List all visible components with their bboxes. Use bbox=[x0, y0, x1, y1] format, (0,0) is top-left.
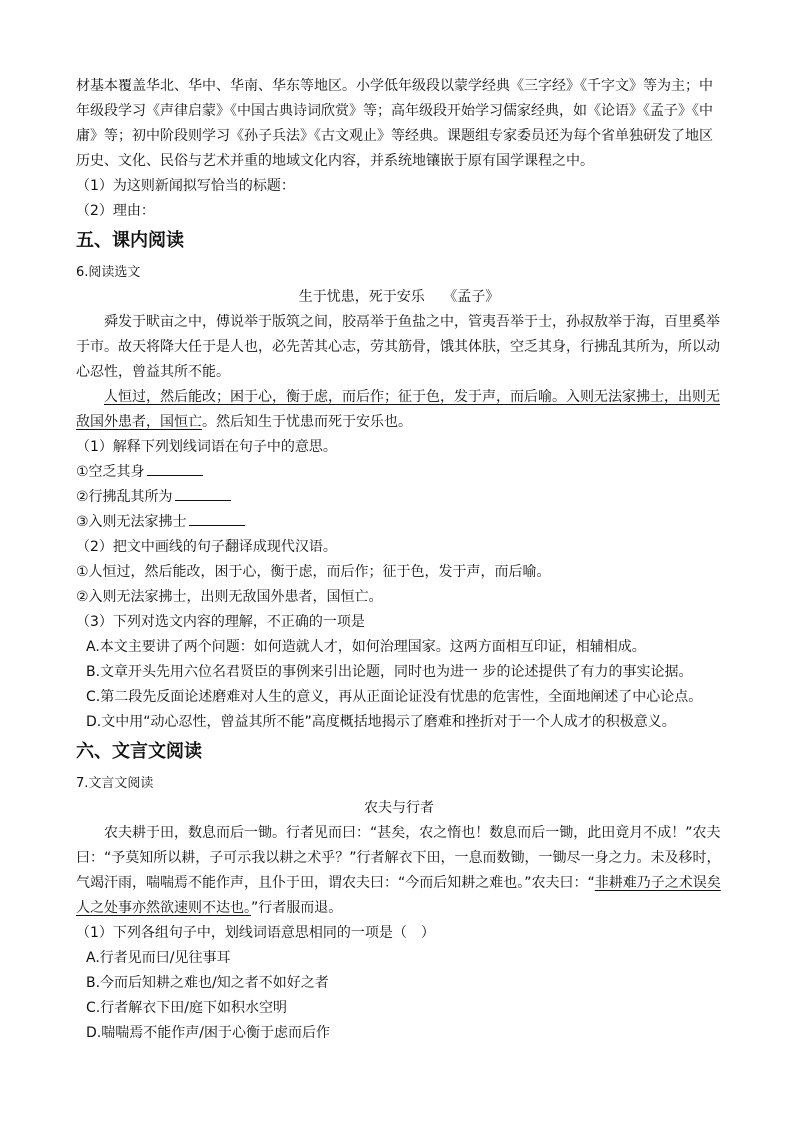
answer-blank[interactable] bbox=[147, 461, 203, 476]
q6-sub-question-3: （3）下列对选文内容的理解，不正确的一项是 bbox=[76, 614, 365, 630]
section-heading-6: 六、文言文阅读 bbox=[76, 741, 202, 762]
q7-1-option-b: B.今而后知耕之难也/知之者不如好之者 bbox=[86, 975, 329, 991]
underlined-sentence-2: 入则无法家拂士，出则无敌国外患者，国恒亡 bbox=[76, 389, 720, 430]
q7-1-option-d: D.喘喘焉不能作声/困于心衡于虑而后作 bbox=[86, 1025, 330, 1041]
paragraph-2-tail: 。然后知生于忧患而死于安乐也。 bbox=[202, 414, 412, 430]
passage-title-mengzi: 生于忧患，死于安乐 《孟子》 bbox=[298, 289, 500, 305]
intro-paragraph: 材基本覆盖华北、华中、华南、华东等地区。小学低年级段以蒙学经典《三字经》《千字文》等为主；中年级段学习《声律启蒙》《中国古典诗词欣赏》等；高年级段开始学习儒家经典，如《论语》《孟子》《中庸》等；初中阶段则学习《孙子兵法》《古文观止》等经典。课题组专家委员还为每个省单独研发了地区历史、文化、民俗与艺术并重的地域文化内容，并系统地镶嵌于原有国学课程之中。 bbox=[76, 78, 713, 169]
q6-sub-question-1: （1）解释下列划线词语在句子中的意思。 bbox=[76, 439, 337, 455]
underlined-sentence-1: 人恒过，然后能改；困于心，衡于虑，而后作；征于色，发于声，而后喻。 bbox=[104, 389, 566, 405]
q7-1-option-c: C.行者解衣下田/庭下如积水空明 bbox=[86, 1000, 287, 1016]
q7-1-option-a: A.行者见而曰/见往事耳 bbox=[86, 950, 231, 966]
q6-3-option-b: B.文章开头先用六位名君贤臣的事例来引出论题，同时也为进一 步的论述提供了有力的事实论据。 bbox=[86, 664, 693, 680]
intro-question-1: （1）为这则新闻拟写恰当的标题： bbox=[76, 178, 295, 194]
intro-question-2: （2）理由： bbox=[76, 203, 155, 219]
question-6-label: 6.阅读选文 bbox=[76, 265, 141, 280]
q6-1-item-1: ①空乏其身 bbox=[76, 460, 722, 485]
q6-1-item-3: ③入则无法家拂士 bbox=[76, 510, 722, 535]
farmer-passage: 农夫耕于田，数息而后一锄。行者见而曰：“甚矣，农之惰也！数息而后一锄，此田竟月不成！”农夫曰：“予莫知所以耕，子可示我以耕之术乎？”行者解衣下田，一息而数锄，一锄尽一身之力。未及移时，气竭汗雨，喘喘焉不能作声，且仆于田，谓农夫曰：“今而后知耕之难也。”农夫曰：“非耕难乃子之术误矣人之处事亦然欲速则不达也。”行者服而退。 bbox=[76, 825, 721, 916]
passage-paragraph-2 bbox=[76, 385, 722, 435]
answer-blank[interactable] bbox=[175, 486, 231, 501]
q6-1-item-2: ②行拂乱其所为 bbox=[76, 485, 722, 510]
question-7-label: 7.文言文阅读 bbox=[76, 776, 154, 791]
q6-3-option-d: D.文中用“动心忍性，曾益其所不能”高度概括地揭示了磨难和挫折对于一个人成才的积极意义。 bbox=[86, 714, 676, 730]
q6-2-item-1: ①人恒过，然后能改，困于心，衡于虑，而后作；征于色，发于声，而后喻。 bbox=[76, 564, 551, 580]
section-heading-5: 五、课内阅读 bbox=[76, 230, 184, 251]
q6-2-item-2: ②入则无法家拂士，出则无敌国外患者，国恒亡。 bbox=[76, 589, 383, 605]
q6-3-option-a: A.本文主要讲了两个问题：如何造就人才，如何治理国家。这两方面相互印证，相辅相成。 bbox=[86, 639, 646, 655]
q7-sub-question-1: （1）下列各组句子中，划线词语意思相同的一项是（ ） bbox=[76, 925, 435, 941]
passage-title-farmer: 农夫与行者 bbox=[364, 800, 434, 816]
q6-sub-question-2: （2）把文中画线的句子翻译成现代汉语。 bbox=[76, 539, 337, 555]
document-content bbox=[76, 74, 722, 1046]
q6-3-option-c: C.第二段先反面论述磨难对人生的意义，再从正面论证没有忧患的危害性，全面地阐述了中心论点。 bbox=[86, 689, 703, 705]
answer-blank[interactable] bbox=[189, 511, 245, 526]
passage-paragraph-1: 舜发于畎亩之中，傅说举于版筑之间，胶鬲举于鱼盐之中，管夷吾举于士，孙叔敖举于海，百里奚举于市。故天将降大任于是人也，必先苦其心志，劳其筋骨，饿其体肤，空乏其身，行拂乱其所为，所以动心忍性，曾益其所不能。 bbox=[76, 314, 720, 380]
underlined-sentence-farmer: 非耕难乃子之术误矣人之处事亦然欲速则不达也。 bbox=[76, 875, 721, 916]
